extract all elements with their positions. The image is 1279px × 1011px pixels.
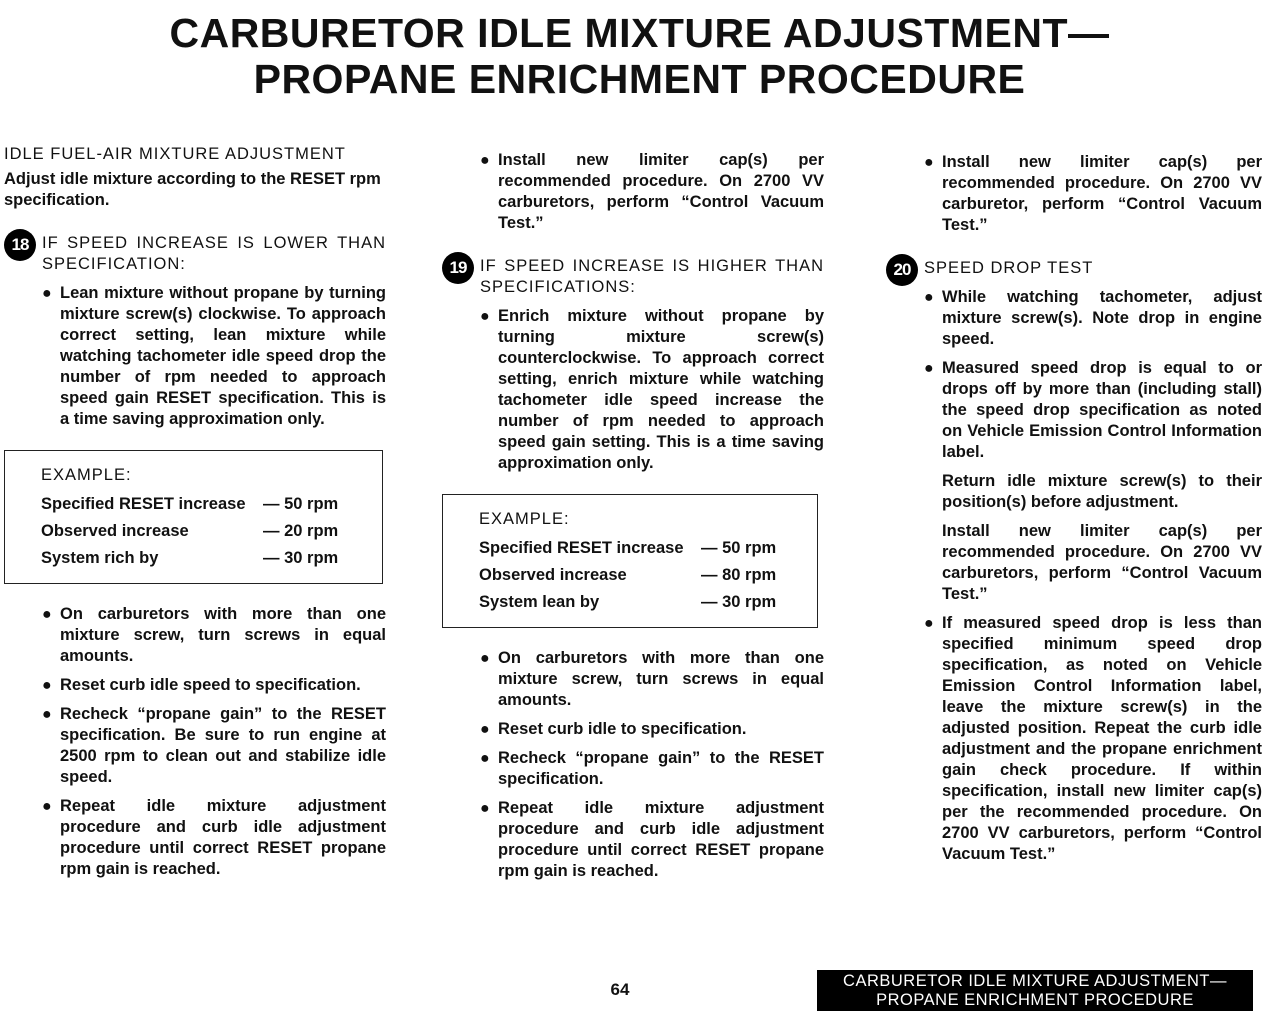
- example-value: — 20 rpm: [263, 522, 339, 540]
- footer-tag-line-1: CARBURETOR IDLE MIXTURE ADJUSTMENT—: [843, 972, 1227, 990]
- example-value: — 80 rpm: [701, 566, 777, 584]
- list-item: ● Reset curb idle speed to specification.: [42, 676, 361, 694]
- example-title: EXAMPLE:: [41, 466, 132, 484]
- bullet-icon: ●: [480, 800, 490, 817]
- step-18: [4, 233, 386, 275]
- bullet-list: [886, 152, 1262, 236]
- example-row: [479, 592, 801, 613]
- bullet-icon: ●: [924, 360, 934, 377]
- example-value: — 30 rpm: [263, 549, 339, 567]
- list-item: ● Measured speed drop is equal to or drops off by more than (including stall) the speed drop specification as noted on Vehicle Emission Control Information label.: [924, 359, 1262, 461]
- list-item: ● Lean mixture without propane by turning mixture screw(s) clockwise. To approach correct setting, lean mixture while watching tachometer idle speed drop the number of rpm needed to approach speed gain RESET specification. This is a time saving approximation only.: [42, 284, 386, 428]
- bullet-icon: ●: [42, 606, 52, 623]
- bullet-list: [886, 287, 1262, 463]
- bullet-icon: ●: [480, 308, 490, 325]
- list-item: ● Reset curb idle to specification.: [480, 720, 747, 738]
- bullet-icon: ●: [480, 750, 490, 767]
- example-value: — 50 rpm: [263, 495, 339, 513]
- paragraph: Install new limiter cap(s) per recommended procedure. On 2700 VV carburetors, perform “Control Vacuum Test.”: [942, 522, 1262, 603]
- bullet-list: [442, 648, 824, 882]
- example-row: [479, 565, 801, 586]
- list-item: ● Install new limiter cap(s) per recommended procedure. On 2700 VV carburetors, perform “Control Vacuum Test.”: [480, 151, 824, 232]
- step-19: [442, 256, 824, 298]
- bullet-icon: ●: [480, 721, 490, 738]
- paragraph: Return idle mixture screw(s) to their position(s) before adjustment.: [942, 472, 1262, 511]
- page-number: 64: [610, 980, 630, 999]
- bullet-icon: ●: [924, 154, 934, 171]
- example-row: [41, 521, 366, 542]
- example-row: [41, 548, 366, 569]
- example-box: [442, 494, 818, 628]
- example-label: Observed increase: [41, 522, 189, 540]
- section-heading: IDLE FUEL-AIR MIXTURE ADJUSTMENT: [4, 145, 346, 163]
- bullet-icon: ●: [42, 677, 52, 694]
- step-heading: IF SPEED INCREASE IS LOWER THAN SPECIFICATION:: [42, 234, 386, 273]
- example-row: [479, 538, 801, 559]
- column-2: [442, 150, 824, 890]
- bullet-icon: ●: [924, 289, 934, 306]
- bullet-icon: ●: [42, 798, 52, 815]
- bullet-list: [442, 150, 824, 234]
- footer-section-tag: [817, 970, 1253, 1011]
- bullet-icon: ●: [480, 152, 490, 169]
- example-label: Specified RESET increase: [479, 539, 684, 557]
- bullet-list: [886, 613, 1262, 865]
- example-value: — 50 rpm: [701, 539, 777, 557]
- list-item: ● Enrich mixture without propane by turning mixture screw(s) counterclockwise. To approach correct setting, enrich mixture while watching tachometer idle speed increase the number of rpm needed to approach speed gain setting. This is a time saving approximation only.: [480, 307, 824, 472]
- step-number-badge: 19: [442, 252, 474, 284]
- column-3: [886, 152, 1262, 873]
- bullet-list: [4, 604, 386, 880]
- intro-text: Adjust idle mixture according to the RESET rpm specification.: [4, 170, 381, 209]
- example-box: [4, 450, 383, 584]
- list-item: ● On carburetors with more than one mixture screw, turn screws in equal amounts.: [42, 605, 386, 665]
- step-number-badge: 18: [4, 229, 36, 261]
- example-label: System rich by: [41, 549, 159, 567]
- page-title-line-1: CARBURETOR IDLE MIXTURE ADJUSTMENT—: [169, 10, 1110, 56]
- list-item: ● If measured speed drop is less than specified minimum speed drop specification, as noted on Vehicle Emission Control Information label, leave the mixture screw(s) in the adjusted position. Repeat the curb idle adjustment and the propane enrichment gain check procedure. If within specification, install new limiter cap(s) per the recommended procedure. On 2700 VV carburetors, perform “Control Vacuum Test.”: [924, 614, 1262, 863]
- example-value: — 30 rpm: [701, 593, 777, 611]
- bullet-list: [4, 283, 386, 430]
- step-20: [886, 258, 1262, 279]
- bullet-icon: ●: [42, 706, 52, 723]
- bullet-list: [442, 306, 824, 474]
- column-1: [4, 144, 386, 888]
- example-label: Observed increase: [479, 566, 627, 584]
- page-title: [0, 10, 1279, 102]
- list-item: ● Repeat idle mixture adjustment procedure and curb idle adjustment procedure until correct RESET propane rpm gain is reached.: [480, 799, 824, 880]
- list-item: ● Install new limiter cap(s) per recommended procedure. On 2700 VV carburetor, perform “Control Vacuum Test.”: [924, 153, 1262, 234]
- list-item: ● Recheck “propane gain” to the RESET specification. Be sure to run engine at 2500 rpm to clean out and stabilize idle speed.: [42, 705, 386, 786]
- list-item: ● Recheck “propane gain” to the RESET specification.: [480, 749, 824, 788]
- list-item: ● Repeat idle mixture adjustment procedure and curb idle adjustment procedure until correct RESET propane rpm gain is reached.: [42, 797, 386, 878]
- list-item: ● On carburetors with more than one mixture screw, turn screws in equal amounts.: [480, 649, 824, 709]
- footer-tag-line-2: PROPANE ENRICHMENT PROCEDURE: [876, 991, 1194, 1009]
- example-title: EXAMPLE:: [479, 510, 570, 528]
- step-heading: SPEED DROP TEST: [924, 259, 1094, 277]
- bullet-icon: ●: [480, 650, 490, 667]
- example-label: System lean by: [479, 593, 600, 611]
- page-title-line-2: PROPANE ENRICHMENT PROCEDURE: [253, 56, 1026, 102]
- bullet-icon: ●: [924, 615, 934, 632]
- list-item: ● While watching tachometer, adjust mixture screw(s). Note drop in engine speed.: [924, 288, 1262, 348]
- bullet-icon: ●: [42, 285, 52, 302]
- step-heading: IF SPEED INCREASE IS HIGHER THAN SPECIFICATIONS:: [480, 257, 824, 296]
- step-number-badge: 20: [886, 254, 918, 286]
- example-row: [41, 494, 366, 515]
- example-label: Specified RESET increase: [41, 495, 246, 513]
